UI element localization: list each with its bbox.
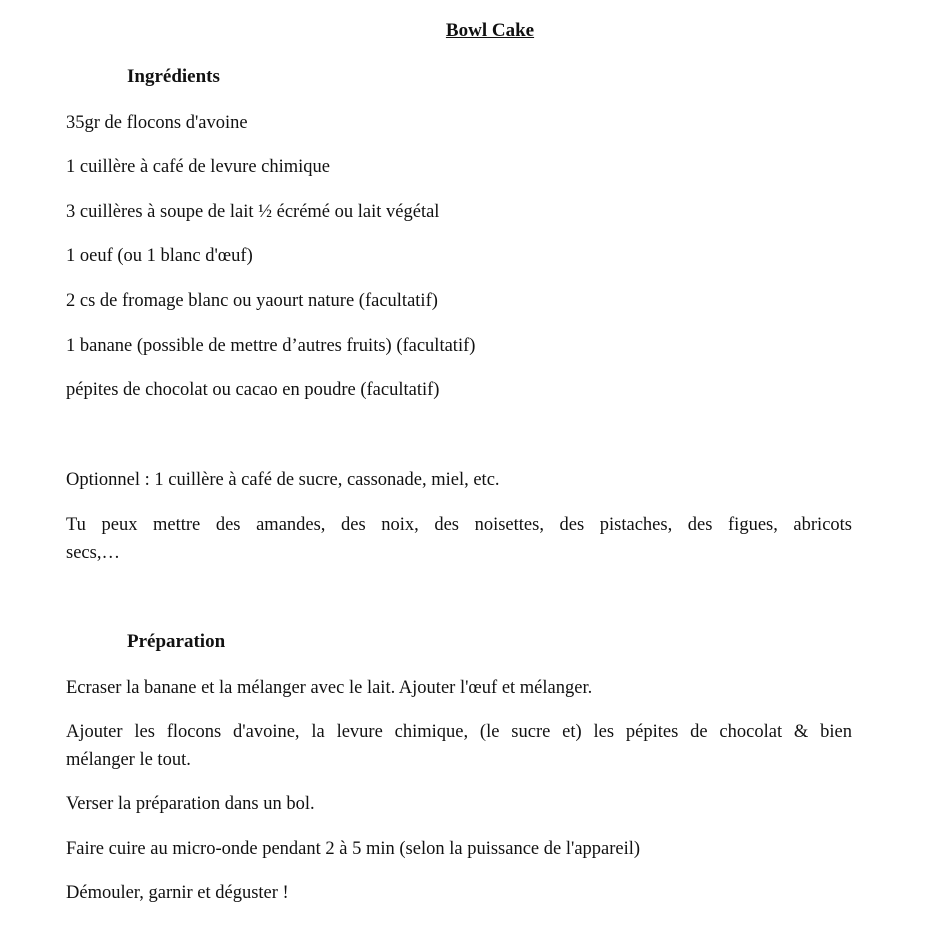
ingredient-item: 3 cuillères à soupe de lait ½ écrémé ou lait végétal xyxy=(66,202,440,222)
preparation-step-2 xyxy=(66,718,852,774)
preparation-step-1: Ecraser la banane et la mélanger avec le lait. Ajouter l'œuf et mélanger. xyxy=(66,678,593,698)
extras-line-2: secs,… xyxy=(66,543,120,563)
step-2-line-2: mélanger le tout. xyxy=(66,750,191,770)
extras-line-1: Tu peux mettre des amandes, des noix, des noisettes, des pistaches, des figues, abricots xyxy=(66,515,852,535)
ingredients-heading: Ingrédients xyxy=(127,66,220,87)
step-2-line-1: Ajouter les flocons d'avoine, la levure chimique, (le sucre et) les pépites de chocolat & bien xyxy=(66,722,852,742)
ingredient-item: 2 cs de fromage blanc ou yaourt nature (facultatif) xyxy=(66,291,438,311)
ingredient-item: 35gr de flocons d'avoine xyxy=(66,113,248,133)
preparation-step-5: Démouler, garnir et déguster ! xyxy=(66,883,289,903)
optional-note: Optionnel : 1 cuillère à café de sucre, cassonade, miel, etc. xyxy=(66,470,500,490)
recipe-title: Bowl Cake xyxy=(445,20,535,41)
preparation-step-4: Faire cuire au micro-onde pendant 2 à 5 min (selon la puissance de l'appareil) xyxy=(66,839,641,859)
ingredient-item: 1 banane (possible de mettre d’autres fruits) (facultatif) xyxy=(66,336,476,356)
ingredient-item: 1 cuillère à café de levure chimique xyxy=(66,157,330,177)
ingredient-item: 1 oeuf (ou 1 blanc d'œuf) xyxy=(66,246,253,266)
preparation-step-3: Verser la préparation dans un bol. xyxy=(66,794,315,814)
extras-paragraph xyxy=(66,511,852,567)
ingredient-item: pépites de chocolat ou cacao en poudre (facultatif) xyxy=(66,380,440,400)
preparation-heading: Préparation xyxy=(127,631,226,652)
